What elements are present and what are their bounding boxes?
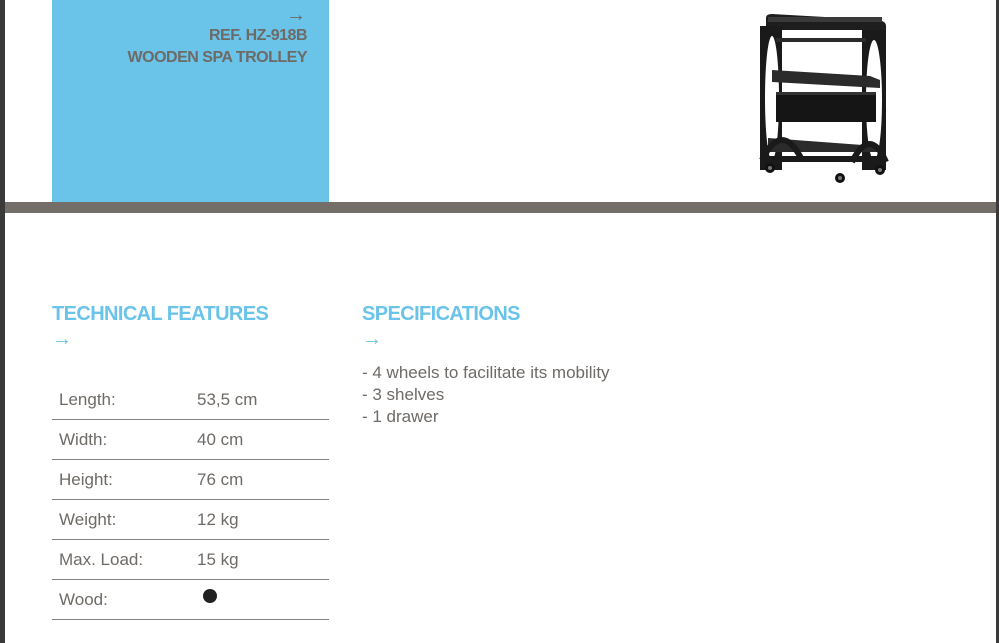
table-row — [52, 380, 329, 420]
row-label: Length: — [59, 390, 116, 409]
list-item: - 4 wheels to facilitate its mobility — [362, 363, 610, 382]
specifications-title: SPECIFICATIONS — [362, 303, 520, 325]
arrow-right-icon: → — [362, 328, 382, 350]
divider-band — [5, 202, 996, 213]
row-label: Weight: — [59, 510, 117, 529]
arrow-right-icon: → — [286, 4, 306, 26]
specifications-list — [362, 362, 610, 428]
list-item: - 1 drawer — [362, 407, 439, 426]
row-label: Width: — [59, 430, 108, 449]
row-value: 76 cm — [197, 470, 244, 489]
technical-features-table — [52, 380, 329, 620]
row-value: 15 kg — [197, 550, 239, 569]
table-row — [52, 500, 329, 540]
row-label: Wood: — [59, 590, 108, 609]
row-value: 12 kg — [197, 510, 239, 529]
row-value: 53,5 cm — [197, 390, 258, 409]
product-image — [752, 10, 894, 185]
table-row — [52, 580, 329, 620]
arrow-right-icon: → — [52, 328, 72, 350]
reference-code: REF. HZ-918B — [208, 27, 307, 44]
list-item: - 3 shelves — [362, 385, 445, 404]
wood-color-swatch — [203, 589, 217, 603]
row-label: Max. Load: — [59, 550, 144, 569]
left-edge — [0, 0, 5, 643]
table-row — [52, 460, 329, 500]
row-label: Height: — [59, 470, 113, 489]
header-panel — [52, 0, 329, 202]
product-name: WOODEN SPA TROLLEY — [127, 49, 307, 66]
table-row — [52, 420, 329, 460]
technical-features-title: TECHNICAL FEATURES — [52, 303, 269, 325]
row-value: 40 cm — [197, 430, 244, 449]
table-row — [52, 540, 329, 580]
